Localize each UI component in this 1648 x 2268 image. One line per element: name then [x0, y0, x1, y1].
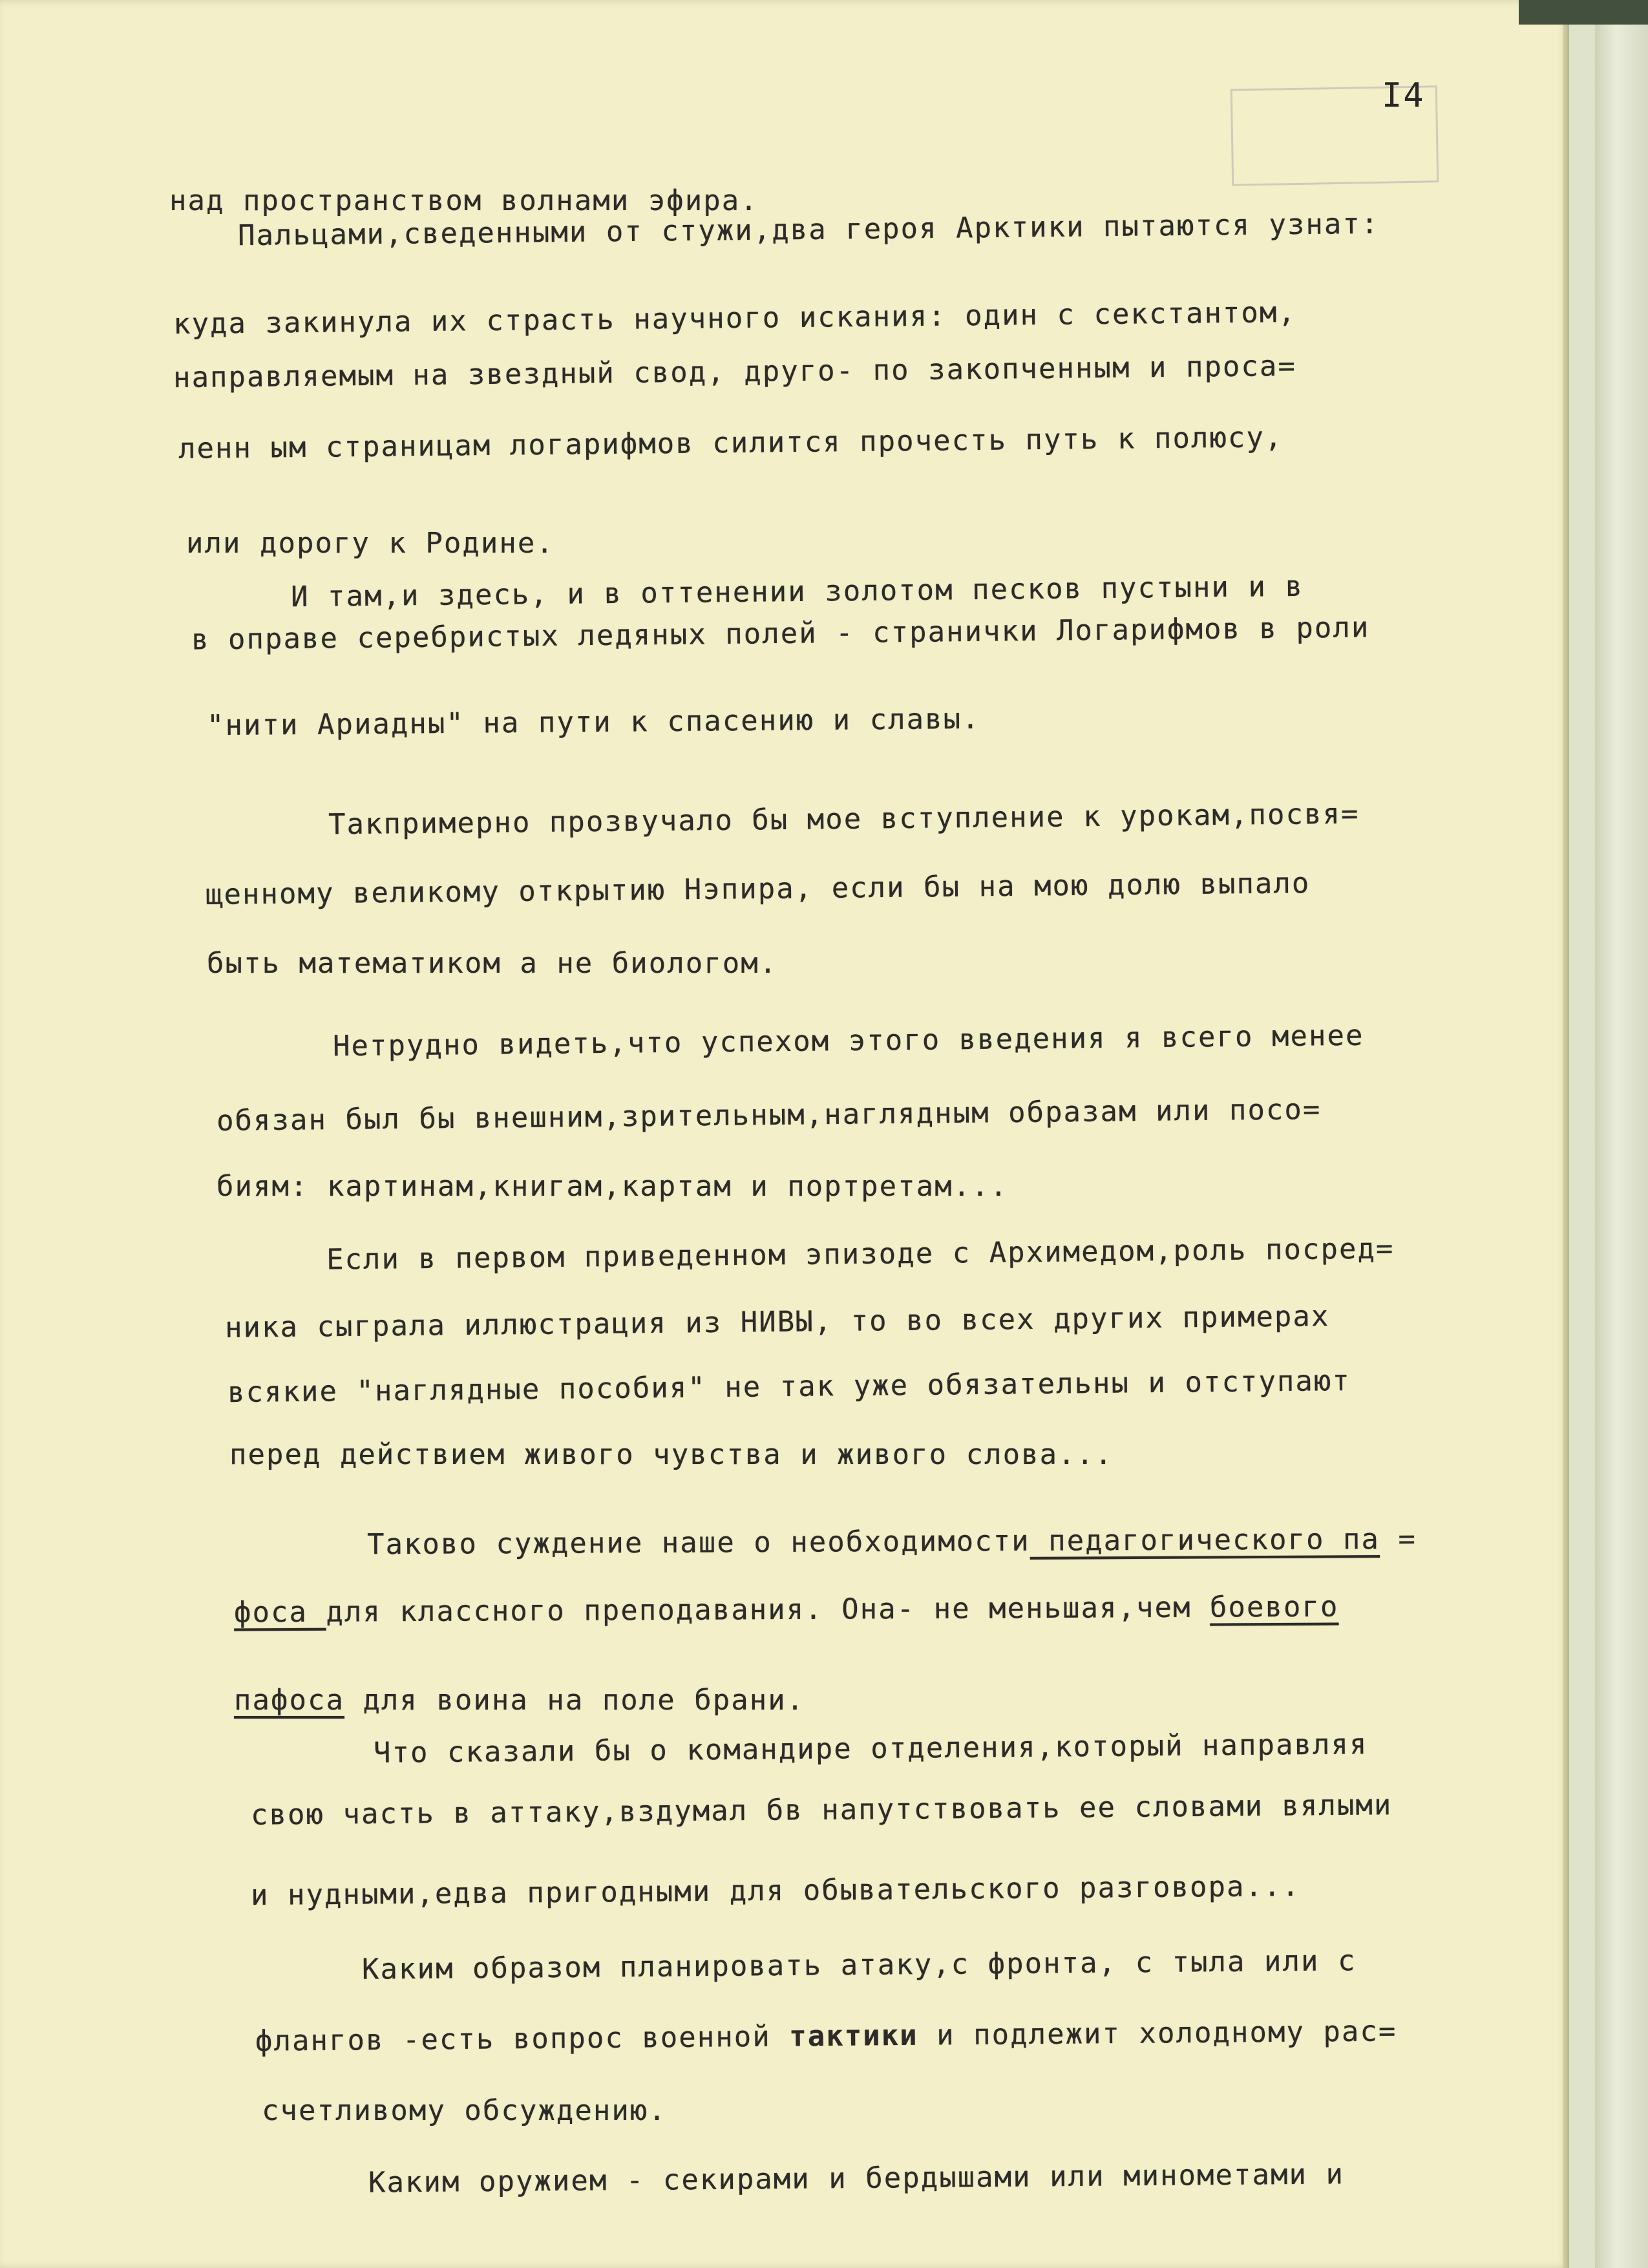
underlined-term: педагогического па: [1030, 1523, 1380, 1558]
page-edge: [1569, 0, 1648, 2268]
text-line: или дорогу к Родине.: [186, 527, 555, 560]
text-line: быть математиком а не биологом.: [207, 947, 778, 980]
text-line: Такпримерно прозвучало бы мое вступление к урокам,посвя=: [328, 797, 1360, 842]
text-line: обязан был бы внешним,зрительным,наглядным образам или посо=: [216, 1093, 1322, 1138]
text-line: ленн ым страницам логарифмов силится прочесть путь к полюсу,: [178, 421, 1284, 465]
text-line: счетливому обсуждению.: [262, 2094, 667, 2127]
text-line: Что сказали бы о командире отделения,который направляя: [373, 1728, 1368, 1770]
text-line: фоса для классного преподавания. Она- не меньшая,чем боевого: [233, 1590, 1339, 1629]
text-line: всякие "наглядные пособия" не так уже обязательны и отступают: [227, 1364, 1351, 1410]
text-line: Каким образом планировать атаку,с фронта, с тыла или с: [361, 1944, 1357, 1986]
text-line: Нетрудно видеть,что успехом этого введения я всего менее: [332, 1019, 1364, 1063]
text-line: флангов -есть вопрос военной тактики и подлежит холодному рас=: [255, 2015, 1397, 2058]
text-line: ника сыграла иллюстрация из НИВЫ, то во всех других примерах: [224, 1300, 1330, 1344]
text-line: И там,и здесь, и в оттенении золотом песков пустыни и в: [290, 569, 1304, 614]
text-line: Если в первом приведенном эпизоде с Архимедом,роль посред=: [326, 1232, 1395, 1277]
page-number: I4: [1382, 76, 1425, 115]
text-line: Пальцами,сведенными от стужи,два героя Арктики пытаются узнат:: [237, 207, 1380, 253]
text-line: пафоса для воина на поле брани.: [234, 1684, 805, 1717]
text-line: щенному великому открытию Нэпира, если бы на мою долю выпало: [205, 867, 1311, 911]
text-line: в оправе серебристых ледяных полей - странички Логарифмов в роли: [191, 611, 1370, 657]
text-line: Каким оружием - секирами и бердышами или минометами и: [368, 2157, 1345, 2199]
text-line: биям: картинам,книгам,картам и портретам...: [217, 1170, 1009, 1203]
underlined-term: боевого: [1209, 1590, 1339, 1624]
text-line: над пространством волнами эфира.: [169, 184, 759, 217]
emphasized-term: тактики: [788, 2019, 918, 2053]
text-line: "нити Ариадны" на пути к спасению и славы.: [206, 702, 980, 743]
underlined-term: фоса: [233, 1595, 326, 1629]
text-line: и нудными,едва пригодными для обывательского разговора...: [250, 1869, 1301, 1913]
underlined-term: пафоса: [234, 1684, 344, 1717]
text-line: перед действием живого чувства и живого слова...: [229, 1438, 1114, 1471]
text-line: куда закинула их страсть научного искания: один с секстантом,: [173, 295, 1297, 341]
background-corner: [1519, 0, 1648, 25]
text-line: направляемым на звездный свод, друго- по закопченным и проса=: [173, 349, 1297, 395]
text-line: свою часть в аттаку,вздумал бв напутствовать ее словами вялыми: [250, 1788, 1393, 1832]
text-line: Таково суждение наше о необходимости педагогического па =: [366, 1522, 1417, 1562]
